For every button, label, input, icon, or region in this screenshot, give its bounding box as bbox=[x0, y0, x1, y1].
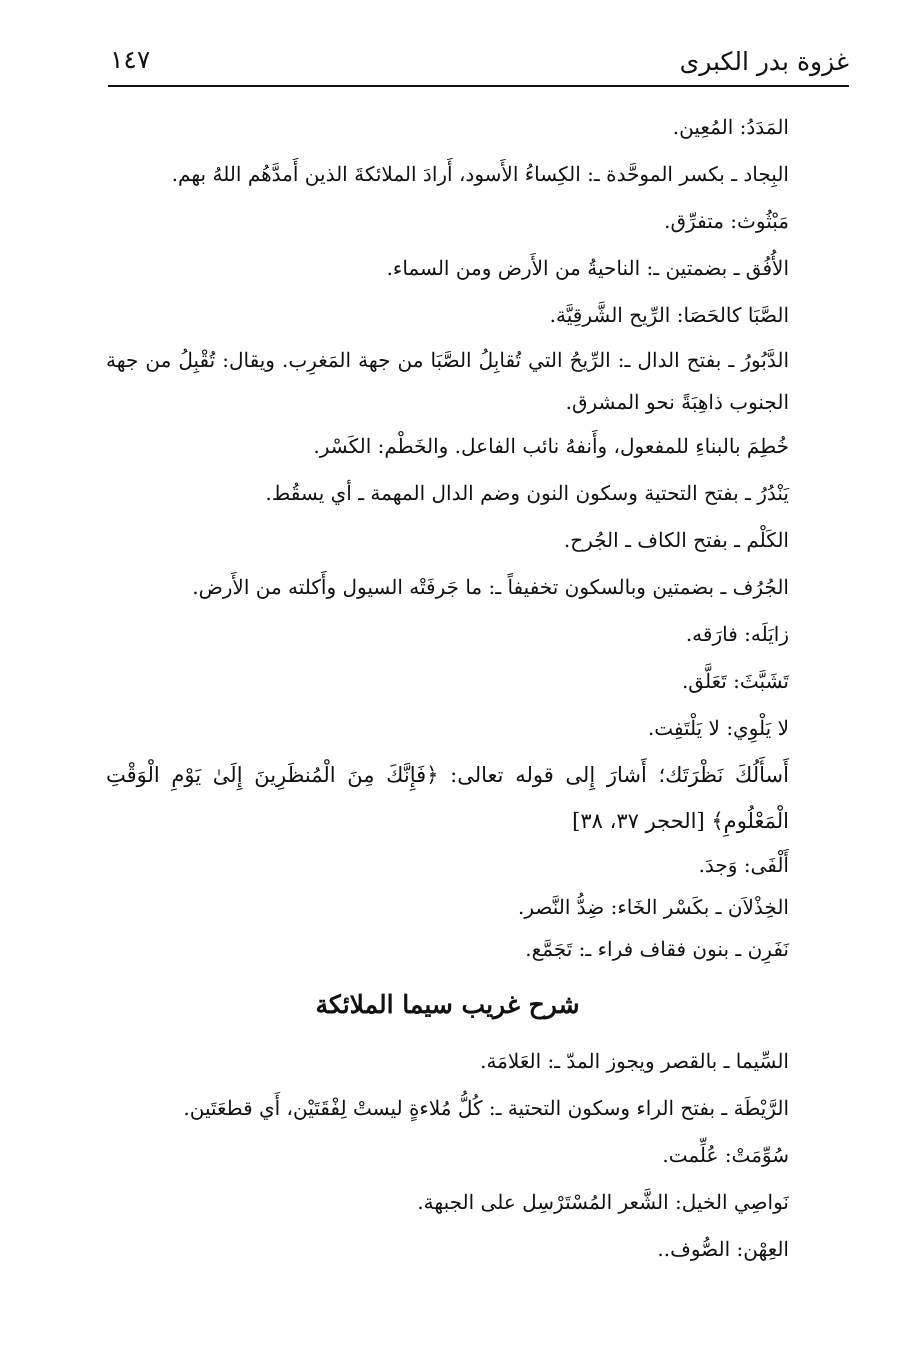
glossary-entry: زايَلَه: فارَقه. bbox=[685, 622, 789, 646]
glossary-entry: مَبْثُوث: متفرِّق. bbox=[664, 209, 789, 233]
running-title: غزوة بدر الكبرى bbox=[679, 47, 849, 76]
glossary-entry: سُوِّمَتْ: عُلِّمت. bbox=[662, 1143, 789, 1167]
header-divider bbox=[108, 85, 849, 87]
glossary-entry: تَشَبَّثَ: تَعَلَّق. bbox=[681, 669, 789, 693]
section-heading: شرح غريب سيما الملائكة bbox=[315, 990, 580, 1019]
glossary-entry: السِّيما ـ بالقصر ويجوز المدّ ـ: العَلامَة. bbox=[480, 1049, 789, 1073]
glossary-entry: نَفَرِن ـ بنون فقاف فراء ـ: تَجَمَّع. bbox=[525, 937, 789, 961]
glossary-entry: الجُرُف ـ بضمتين وبالسكون تخفيفاً ـ: ما جَرفَتْه السيول وأَكلته من الأَرض. bbox=[192, 575, 789, 599]
glossary-entry: لا يَلْوِي: لا يَلْتَفِت. bbox=[647, 716, 789, 740]
page-number: ١٤٧ bbox=[110, 45, 151, 74]
glossary-entry: العِهْن: الصُّوف.. bbox=[657, 1237, 789, 1261]
glossary-body bbox=[106, 104, 789, 1273]
running-header bbox=[108, 40, 849, 86]
glossary-entry: الرَّيْطَة ـ بفتح الراء وسكون التحتية ـ: كُلُّ مُلاءةٍ ليستْ لِفْقَتَيْن، أَي قطعَتَين. bbox=[183, 1096, 789, 1120]
glossary-entry: الأُفُق ـ بضمتين ـ: الناحيةُ من الأَرض ومن السماء. bbox=[386, 256, 789, 280]
glossary-entry: الكَلْم ـ بفتح الكاف ـ الجُرح. bbox=[563, 528, 789, 552]
glossary-entry: البِجاد ـ بكسر الموحَّدة ـ: الكِساءُ الأَسود، أَرادَ الملائكةَ الذين أَمدَّهُم اللهُ بهم. bbox=[171, 162, 789, 186]
glossary-entry: خُطِمَ بالبناءِ للمفعول، وأَنفهُ نائب الفاعل. والخَطْم: الكَسْر. bbox=[313, 434, 789, 458]
glossary-entry-quran: أَسأَلُكَ نَظْرَتَك؛ أَشارَ إِلى قوله تعالى: ﴿فَإِنَّكَ مِنَ الْمُنظَرِينَ إِلَىٰ يَوْمِ الْوَقْتِ الْمَعْلُومِ﴾ [الحجر ٣٧، ٣٨] bbox=[106, 763, 789, 833]
glossary-entry: يَنْدُرُ ـ بفتح التحتية وسكون النون وضم الدال المهمة ـ أي يسقُط. bbox=[265, 481, 789, 505]
glossary-entry: المَدَدُ: المُعِين. bbox=[672, 115, 789, 139]
glossary-entry: نَواصِي الخيل: الشَّعر المُسْتَرْسِل على الجبهة. bbox=[417, 1190, 789, 1214]
glossary-entry: الخِذْلاَن ـ بكَسْر الخَاء: ضِدُّ النَّصر. bbox=[518, 895, 789, 919]
glossary-entry: أَلْفَى: وَجدَ. bbox=[698, 853, 789, 877]
glossary-entry: الدَّبُورُ ـ بفتح الدال ـ: الرِّيحُ التي تُقابِلُ الصَّبَا من جهة المَغرِب. ويقال: تُقْبِلُ من جهة الجنوب ذاهِبَةً نحو المشرق. bbox=[106, 348, 789, 414]
glossary-entry: الصَّبَا كالحَصَا: الرِّيح الشَّرقِيَّة. bbox=[549, 303, 789, 327]
